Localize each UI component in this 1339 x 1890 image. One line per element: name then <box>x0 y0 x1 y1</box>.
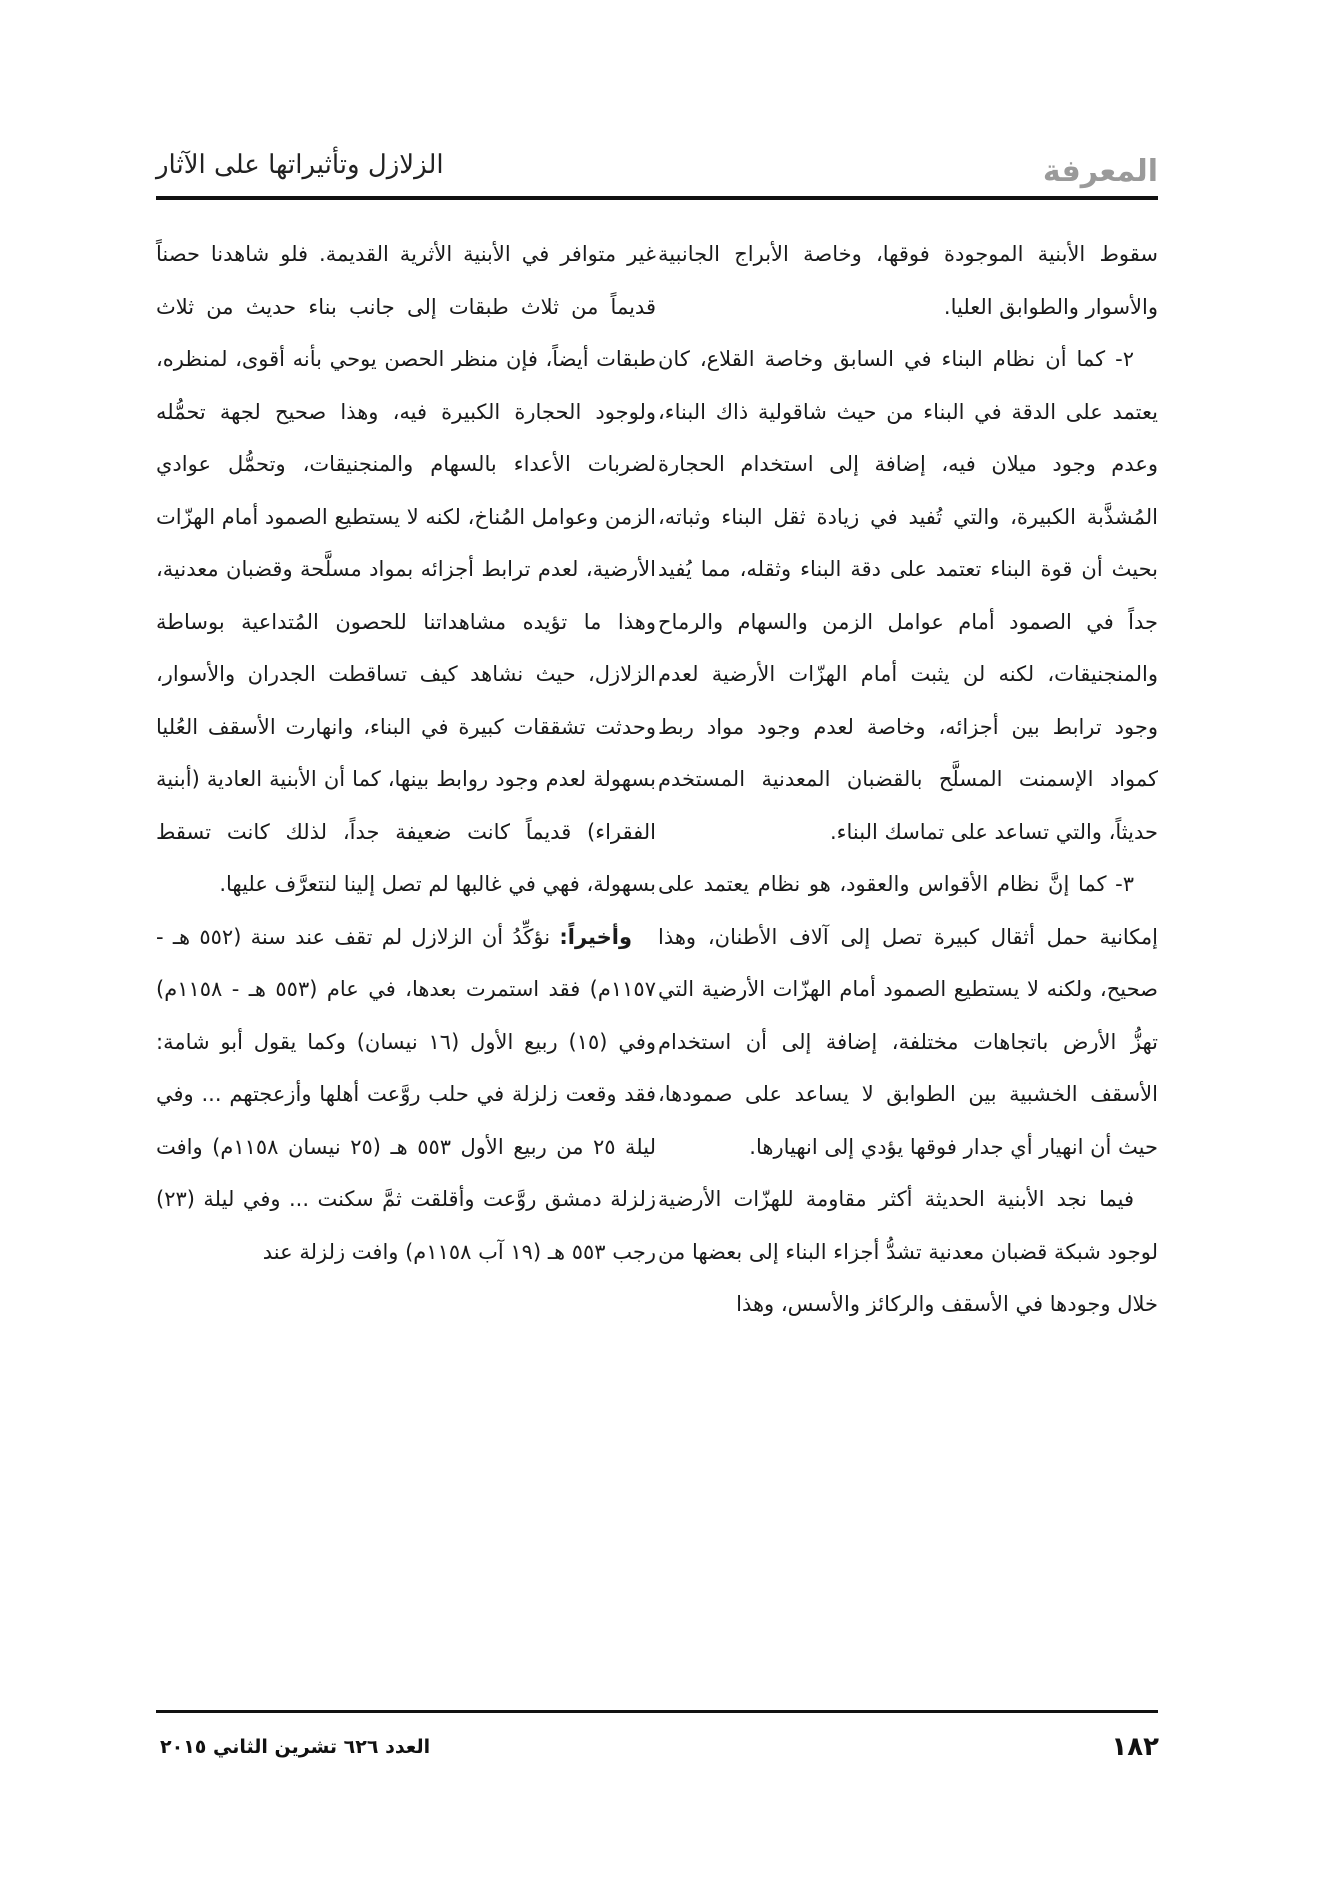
magazine-logo: المعرفة <box>1042 154 1158 189</box>
paragraph: فيما نجد الأبنية الحديثة أكثر مقاومة للهزّات الأرضية لوجود شبكة قضبان معدنية تشدُّ أجزاء البناء إلى بعضها من خلال وجودها في الأسقف والركائز والأسس، وهذا <box>658 1187 1158 1316</box>
left-column <box>156 228 656 1278</box>
paragraph <box>156 911 656 1279</box>
header-rule <box>156 196 1158 200</box>
page-number: ١٨٢ <box>1111 1732 1159 1762</box>
paragraph-body: نؤكِّدُ أن الزلازل لم تقف عند سنة (٥٥٢ هـ - ١١٥٧م) فقد استمرت بعدها، في عام (٥٥٣ هـ - ١١٥٨م) وفي (١٥) ربيع الأول (١٦ نيسان) وكما يقول أبو شامة: فقد وقعت زلزلة في حلب روَّعت أهلها وأزعجتهم ... وفي ليلة ٢٥ من ربيع الأول ٥٥٣ هـ (٢٥ نيسان ١١٥٨م) وافت زلزلة دمشق روَّعت وأقلقت ثمَّ سكنت ... وفي ليلة (٢٣) رجب ٥٥٣ هـ (١٩ آب ١١٥٨م) وافت زلزلة عند <box>156 924 657 1264</box>
paragraph: ٢- كما أن نظام البناء في السابق وخاصة القلاع، كان يعتمد على الدقة في البناء من حيث شاقولية ذاك البناء، وعدم وجود ميلان فيه، إضافة إلى استخدام الحجارة المُشذَّبة الكبيرة، والتي تُفيد في زيادة ثقل البناء وثباته، بحيث أن قوة البناء تعتمد على دقة البناء وثقله، مما يُفيد جداً في الصمود أمام عوامل الزمن والسهام والرماح والمنجنيقات، لكنه لن يثبت أمام الهزّات الأرضية لعدم وجود ترابط بين أجزائه، وخاصة لعدم وجود مواد ربط كمواد الإسمنت المسلَّح بالقضبان المعدنية المستخدم حديثاً، والتي تساعد على تماسك البناء. <box>658 347 1158 844</box>
page-header <box>156 140 1158 200</box>
paragraph: ٣- كما إنَّ نظام الأقواس والعقود، هو نظام يعتمد على إمكانية حمل أثقال كبيرة تصل إلى آلاف الأطنان، وهذا صحيح، ولكنه لا يستطيع الصمود أمام الهزّات الأرضية التي تهزُّ الأرض باتجاهات مختلفة، إضافة إلى أن استخدام الأسقف الخشبية بين الطوابق لا يساعد على صمودها، حيث أن انهيار أي جدار فوقها يؤدي إلى انهيارها. <box>658 872 1158 1159</box>
right-column <box>658 228 1158 1331</box>
paragraph-lead: وأخيراً: <box>559 924 632 949</box>
running-title: الزلازل وتأثيراتها على الآثار <box>156 150 444 180</box>
footer-rule <box>156 1710 1158 1713</box>
paragraph: غير متوافر في الأبنية الأثرية القديمة. فلو شاهدنا حصناً قديماً من ثلاث طبقات إلى جانب بناء حديث من ثلاث طبقات أيضاً، فإن منظر الحصن يوحي بأنه أقوى، لمنظره، ولوجود الحجارة الكبيرة فيه، وهذا صحيح لجهة تحمُّله لضربات الأعداء بالسهام والمنجنيقات، وتحمُّل عوادي الزمن وعوامل المُناخ، لكنه لا يستطيع الصمود أمام الهزّات الأرضية، لعدم ترابط أجزائه بمواد مسلَّحة وقضبان معدنية، وهذا ما تؤيده مشاهداتنا للحصون المُتداعية بوساطة الزلازل، حيث نشاهد كيف تساقطت الجدران والأسوار، وحدثت تشققات كبيرة في البناء، وانهارت الأسقف العُليا بسهولة لعدم وجود روابط بينها، كما أن الأبنية العادية (أبنية الفقراء) قديماً كانت ضعيفة جداً، لذلك كانت تسقط بسهولة، فهي في غالبها لم تصل إلينا لنتعرَّف عليها. <box>155 242 656 896</box>
issue-info: العدد ٦٢٦ تشرين الثاني ٢٠١٥ <box>160 1736 431 1758</box>
paragraph: سقوط الأبنية الموجودة فوقها، وخاصة الأبراج الجانبية والأسوار والطوابق العليا. <box>658 242 1158 319</box>
